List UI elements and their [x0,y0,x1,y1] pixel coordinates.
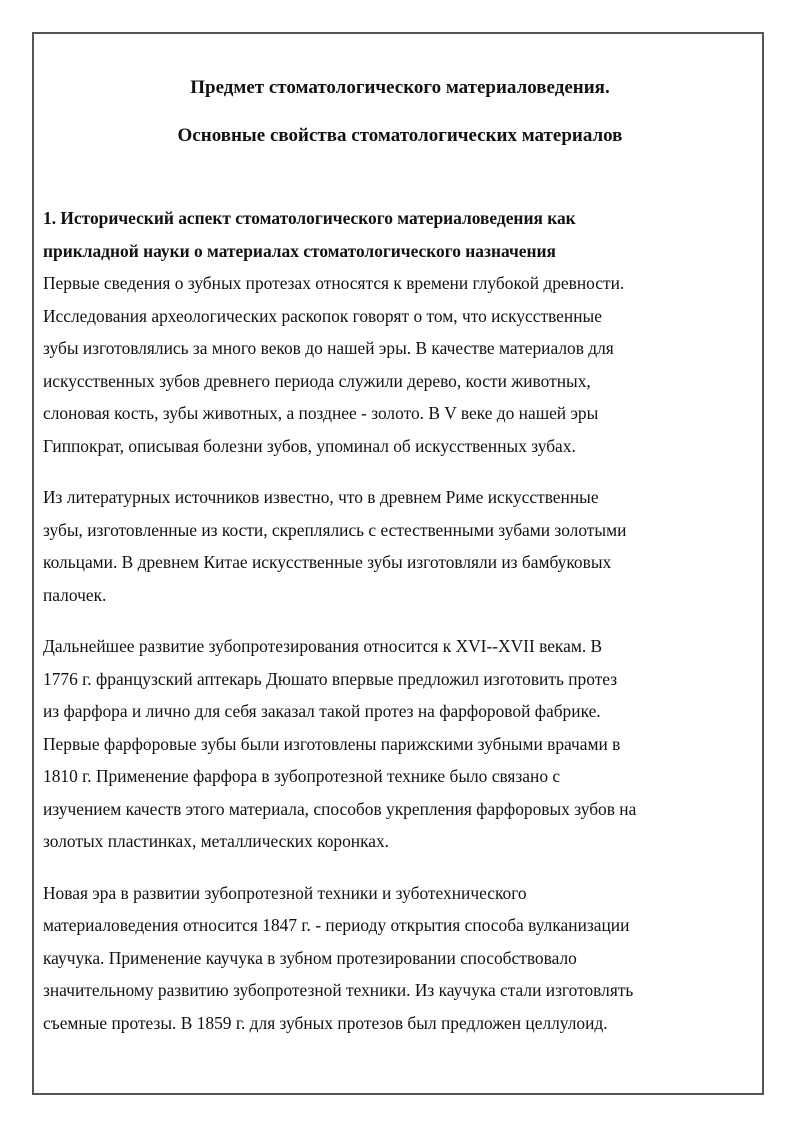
section-heading-line-1: 1. Исторический аспект стоматологического материаловедения как [43,208,576,228]
paragraph-line: палочек. [43,584,107,605]
section-heading-line-2: прикладной науки о материалах стоматологического назначения [43,240,556,261]
paragraph-line: Первые сведения о зубных протезах относятся к времени глубокой древности. [43,273,625,293]
paragraph-3 [43,630,693,858]
paragraph-line: кольцами. В древнем Китае искусственные зубы изготовляли из бамбуковых [43,552,612,572]
paragraph-line: 1810 г. Применение фарфора в зубопротезной технике было связано с [43,766,561,786]
title-line-2: Основные свойства стоматологических материалов [177,125,623,146]
paragraph-line: Новая эра в развитии зубопротезной техники и зуботехнического [43,882,527,903]
paragraph-2 [43,481,693,611]
paragraph-line: Исследования археологических раскопок говорят о том, что искусственные [43,305,602,326]
document-body [43,202,693,1039]
paragraph-line: Первые фарфоровые зубы были изготовлены парижскими зубными врачами в [43,733,621,754]
paragraph-line: искусственных зубов древнего периода служили дерево, кости животных, [43,370,591,391]
paragraph-line: съемные протезы. В 1859 г. для зубных протезов был предложен целлулоид. [43,1012,608,1033]
paragraph-line: слоновая кость, зубы животных, а позднее - золото. В V веке до нашей эры [43,403,599,423]
paragraph-line: Гиппократ, описывая болезни зубов, упоминал об искусственных зубах. [43,435,576,456]
paragraph-line: зубы, изготовленные из кости, скреплялись с естественными зубами золотыми [43,519,627,540]
paragraph-4 [43,877,693,1040]
paragraph-line: материаловедения относится 1847 г. - периоду открытия способа вулканизации [43,915,630,935]
paragraph-line: изучением качеств этого материала, способов укрепления фарфоровых зубов на [43,798,637,819]
paragraph-line: из фарфора и лично для себя заказал такой протез на фарфоровой фабрике. [43,701,601,721]
paragraph-line: зубы изготовлялись за много веков до нашей эры. В качестве материалов для [43,338,614,358]
paragraph-line: золотых пластинках, металлических коронках. [43,831,390,851]
title-line-1: Предмет стоматологического материаловедения. [190,77,610,98]
section-heading [43,202,693,267]
paragraph-line: каучука. Применение каучука в зубном протезировании способствовало [43,947,577,968]
document-title [0,76,800,148]
paragraph-line: 1776 г. французский аптекарь Дюшато впервые предложил изготовить протез [43,668,618,689]
paragraph-1 [43,267,693,462]
paragraph-line: Из литературных источников известно, что в древнем Риме искусственные [43,487,599,507]
paragraph-line: Дальнейшее развитие зубопротезирования относится к XVI--XVII векам. В [43,636,603,656]
paragraph-line: значительному развитию зубопротезной техники. Из каучука стали изготовлять [43,980,634,1000]
